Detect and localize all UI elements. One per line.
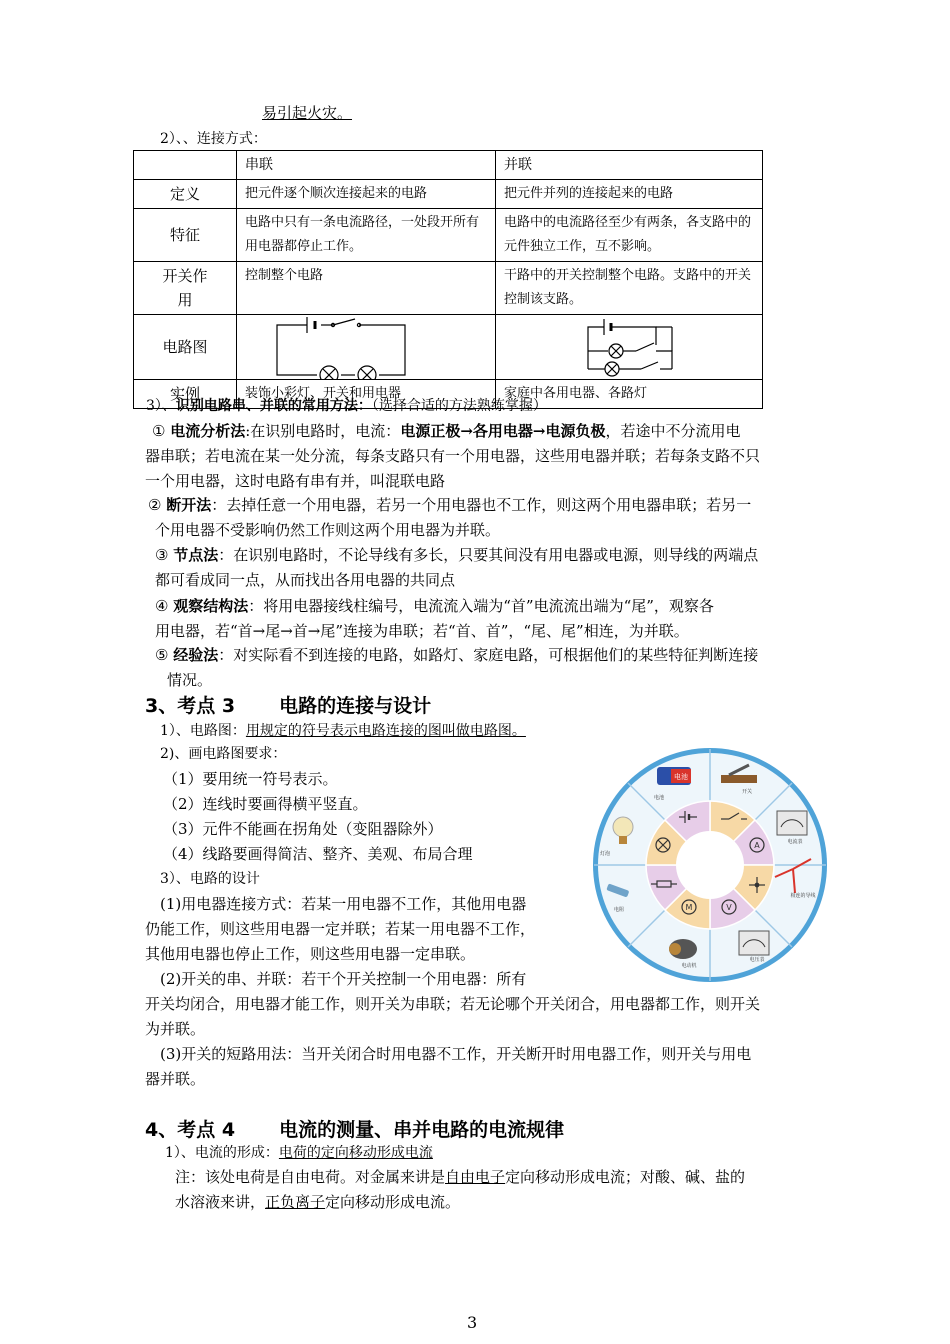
method-2-number: ② (148, 496, 162, 514)
section-3-name: 电路的连接与设计 (279, 695, 432, 717)
parallel-circuit-diagram (496, 315, 762, 379)
cell-parallel-definition: 把元件并列的连接起来的电路 (496, 180, 763, 209)
current-formation-label: 1）、电流的形成： (165, 1145, 279, 1161)
table-corner (134, 151, 237, 180)
cell-series-example: 装饰小彩灯、开关和用电器 (237, 380, 496, 409)
switch-icon (721, 775, 757, 783)
methods-heading (146, 395, 547, 415)
method-4-line-1 (155, 594, 714, 619)
cell-series-feature: 电路中只有一条电流路径，一处段开所有用电器都停止工作。 (237, 209, 496, 262)
page-number: 3 (467, 1313, 478, 1332)
note-text-d: 定向移动形成电流。 (325, 1193, 461, 1211)
method-4-line-2: 用电器，若“首→尾→首→尾”连接为串联；若“首、首”，“尾、尾”相连，为并联。 (155, 622, 689, 640)
method-3-number: ③ (155, 546, 169, 564)
method-5-line-1 (155, 643, 758, 668)
design-2-line-2: 开关均闭合，用电器才能工作，则开关为串联；若无论哪个开关闭合，用电器都工作，则开关 (145, 995, 761, 1013)
note-text-c: 水溶液来讲， (175, 1193, 266, 1211)
methods-heading-title: 识别电路串、并联的常用方法： (175, 398, 372, 414)
wheel-label-switch: 开关 (741, 789, 753, 795)
col-header-series: 串联 (237, 151, 496, 180)
design-3-line-2: 器并联。 (145, 1070, 206, 1088)
drawing-req-3: （3）元件不能画在拐角处（变阻器除外） (163, 820, 443, 838)
method-4-name: 观察结构法 (173, 597, 249, 615)
method-5-number: ⑤ (155, 646, 169, 664)
design-2-line-1: (2)开关的串、并联：若干个开关控制一个用电器：所有 (160, 970, 527, 988)
cell-parallel-example: 家庭中各用电器、各路灯 (496, 380, 763, 409)
wheel-label-battery: 电池 (653, 795, 665, 801)
wheel-label-bulb: 灯泡 (599, 851, 611, 857)
design-1-line-3: 其他用电器也停止工作，则这些用电器一定串联。 (145, 945, 476, 963)
method-1-line-2: 器串联；若电流在某一处分流，每条支路只有一个用电器，这些用电器并联；若每条支路不只 (145, 447, 761, 465)
design-1-line-1: (1)用电器连接方式：若某一用电器不工作，其他用电器 (160, 895, 527, 913)
battery-text: 电池 (674, 773, 688, 781)
design-heading: 3）、电路的设计 (160, 871, 260, 887)
method-1-text-b: ，若途中不分流用电 (605, 422, 741, 440)
voltmeter-icon (739, 931, 769, 955)
circuit-diagram-label: 1）、电路图： (160, 723, 246, 739)
ammeter-icon (777, 811, 807, 835)
circuit-diagram-definition: 用规定的符号表示电路连接的图叫做电路图。 (245, 723, 526, 739)
wheel-label-resistor: 电阻 (613, 907, 625, 913)
cell-series-diagram (237, 315, 496, 380)
note-text-b: 定向移动形成电流；对酸、碱、盐的 (505, 1168, 746, 1186)
motor-symbol-letter: M (685, 903, 693, 912)
col-header-parallel: 并联 (496, 151, 763, 180)
circuit-symbol-wheel (589, 747, 831, 983)
note-line-1 (175, 1165, 745, 1190)
method-3-name: 节点法 (173, 546, 219, 564)
note-line-2 (175, 1190, 460, 1215)
row-label-diagram: 电路图 (134, 315, 237, 380)
drawing-req-4: （4）线路要画得简洁、整齐、美观、布局合理 (163, 845, 473, 863)
row-label-feature: 特征 (134, 209, 237, 262)
method-1-path: 电源正极→各用电器→电源负极 (400, 422, 606, 440)
method-4-number: ④ (155, 597, 169, 615)
fire-note: 易引起火灾。 (262, 104, 353, 122)
current-formation (165, 1142, 433, 1162)
method-3-line-1 (155, 543, 758, 568)
note-free-electrons: 自由电子 (445, 1168, 506, 1186)
method-4-text: ：将用电器接线柱编号，电流流入端为“首”电流流出端为“尾”，观察各 (248, 597, 714, 615)
connect-heading: 2）、、连接方式： (160, 131, 267, 147)
drawing-req-2: （2）连线时要画得横平竖直。 (163, 795, 368, 813)
method-3-text: ：在识别电路时，不论导线有多长，只要其间没有用电器或电源，则导线的两端点 (218, 546, 759, 564)
series-parallel-table (133, 150, 763, 409)
note-ions: 正负离子 (265, 1193, 326, 1211)
section-4-name: 电流的测量、串并电路的电流规律 (279, 1119, 565, 1141)
method-2-line-1 (148, 493, 751, 518)
cell-parallel-switch-role: 干路中的开关控制整个电路。支路中的开关控制该支路。 (496, 262, 763, 315)
current-formation-definition: 电荷的定向移动形成电流 (278, 1145, 433, 1161)
drawing-req-heading: 2)、画电路图要求： (160, 746, 287, 762)
cell-parallel-diagram (496, 315, 763, 380)
methods-heading-number: 3）、 (146, 398, 176, 414)
design-1-line-2: 仍能工作，则这些用电器一定并联；若某一用电器不工作， (145, 920, 536, 938)
design-3-line-1: (3)开关的短路用法：当开关闭合时用电器不工作，开关断开时用电器工作，则开关与用电 (160, 1045, 752, 1063)
series-circuit-diagram (237, 315, 495, 379)
section-3-number: 3、考点 3 (145, 695, 236, 717)
design-2-line-3: 为并联。 (145, 1020, 206, 1038)
cell-series-definition: 把元件逐个顺次连接起来的电路 (237, 180, 496, 209)
bulb-icon (613, 817, 633, 837)
section-4-title (145, 1115, 564, 1142)
method-1-number: ① (152, 422, 166, 440)
method-2-name: 断开法 (166, 496, 212, 514)
method-1-name: 电流分析法 (170, 422, 246, 440)
method-3-line-2: 都可看成同一点，从而找出各用电器的共同点 (155, 571, 456, 589)
drawing-req-1: （1）要用统一符号表示。 (163, 770, 338, 788)
method-5-line-2: 情况。 (167, 671, 213, 689)
method-1-line-1 (152, 419, 740, 444)
method-2-line-2: 个用电器不受影响仍然工作则这两个用电器为并联。 (155, 521, 501, 539)
wheel-label-voltmeter: 电压表 (749, 957, 765, 963)
circuit-diagram-def (160, 720, 526, 740)
row-label-switch-role: 开关作用 (134, 262, 237, 315)
row-label-example: 实例 (134, 380, 237, 409)
voltmeter-symbol-letter: V (726, 903, 732, 912)
section-3-title (145, 691, 431, 718)
wheel-label-motor: 电动机 (681, 963, 697, 969)
methods-heading-note: （选择合适的方法熟练掌握） (371, 398, 547, 414)
method-1-text: :在识别电路时，电流： (245, 422, 401, 440)
method-2-text: ：去掉任意一个用电器，若另一个用电器也不工作，则这两个用电器串联；若另一 (211, 496, 752, 514)
wheel-label-ammeter: 电流表 (787, 839, 803, 845)
method-5-name: 经验法 (173, 646, 219, 664)
ammeter-symbol-letter: A (754, 841, 760, 850)
method-1-line-3: 一个用电器，这时电路有串有并，叫混联电路 (145, 472, 446, 490)
wheel-label-wires: 相连的导线 (790, 893, 816, 899)
method-5-text: ：对实际看不到连接的电路，如路灯、家庭电路，可根据他们的某些特征判断连接 (218, 646, 759, 664)
note-text-a: 注：该处电荷是自由电荷。对金属来讲是 (175, 1168, 446, 1186)
cell-series-switch-role: 控制整个电路 (237, 262, 496, 315)
cell-parallel-feature: 电路中的电流路径至少有两条，各支路中的元件独立工作，互不影响。 (496, 209, 763, 262)
section-4-number: 4、考点 4 (145, 1119, 236, 1141)
row-label-definition: 定义 (134, 180, 237, 209)
